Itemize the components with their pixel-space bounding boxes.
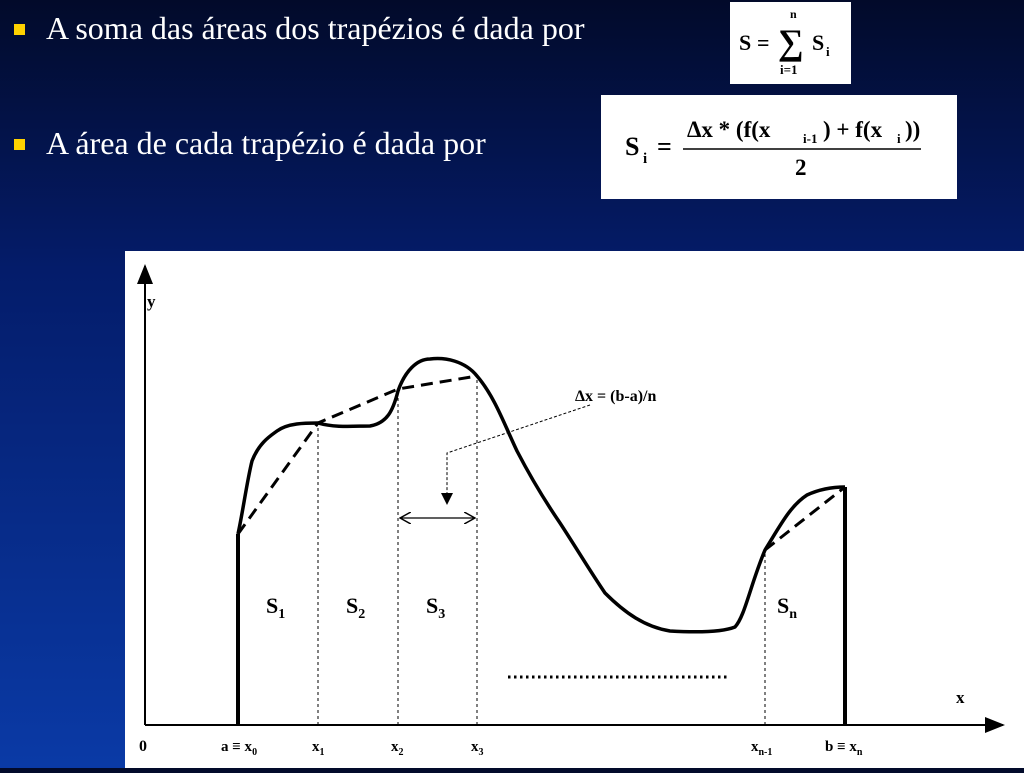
- sigma-symbol: ∑: [778, 22, 804, 62]
- area-label-sn: $S_n$: [777, 593, 798, 622]
- y-axis-label: y: [147, 292, 156, 311]
- tick-label-xn: $b \equiv x_n$: [825, 739, 863, 758]
- x-axis-label: x: [956, 688, 965, 707]
- tick-label-xn-1: $x_{n-1}$: [751, 739, 773, 758]
- tick-label-x1: $x_1$: [312, 739, 325, 758]
- trapezoid-diagram: [125, 251, 1024, 768]
- tick-label-x3: $x_3$: [471, 739, 484, 758]
- formula-lhs: S: [739, 30, 752, 55]
- bullet-trapezoid-area: [14, 125, 486, 162]
- sum-term-subscript: i: [826, 44, 830, 59]
- area-formula: [601, 95, 957, 199]
- formula-equals: =: [657, 132, 672, 161]
- sum-formula: [730, 2, 851, 84]
- delta-x-leader-arrowhead: [441, 493, 453, 505]
- numerator-subscript-b: i: [897, 131, 901, 146]
- tick-label-x2: $x_2$: [391, 739, 404, 758]
- area-label-s1: $S_1$: [266, 593, 286, 622]
- bullet-sum-of-areas: [14, 10, 584, 47]
- numerator-part-c: )): [905, 117, 921, 142]
- formula-lhs-subscript: i: [643, 151, 648, 167]
- formula-lhs: S: [625, 132, 640, 161]
- denominator: 2: [795, 155, 807, 180]
- origin-label: 0: [139, 738, 147, 755]
- formula-equals: =: [757, 30, 770, 55]
- function-curve: [238, 359, 845, 632]
- bullet-text: A área de cada trapézio é dada por: [46, 125, 486, 161]
- diagram-canvas: [125, 251, 1024, 768]
- sum-formula-box: [730, 2, 851, 84]
- area-label-s2: $S_2$: [346, 593, 366, 622]
- delta-x-label: Δx = (b-a)/n: [575, 388, 657, 405]
- sum-term: S: [812, 30, 825, 55]
- sum-upper-limit: n: [790, 7, 797, 21]
- sum-lower-limit: i=1: [780, 62, 798, 77]
- square-bullet-icon: [14, 139, 25, 150]
- tick-label-x0: $a \equiv x_0$: [221, 739, 258, 758]
- numerator-part-b: ) + f(x: [823, 117, 883, 142]
- square-bullet-icon: [14, 24, 25, 35]
- numerator-part-a: Δx * (f(x: [687, 117, 771, 142]
- bullet-text: A soma das áreas dos trapézios é dada por: [46, 10, 585, 46]
- area-label-s3: $S_3$: [426, 593, 446, 622]
- trapezoid-chords: [238, 376, 477, 534]
- numerator-subscript-a: i-1: [803, 131, 818, 146]
- area-formula-box: [601, 95, 957, 199]
